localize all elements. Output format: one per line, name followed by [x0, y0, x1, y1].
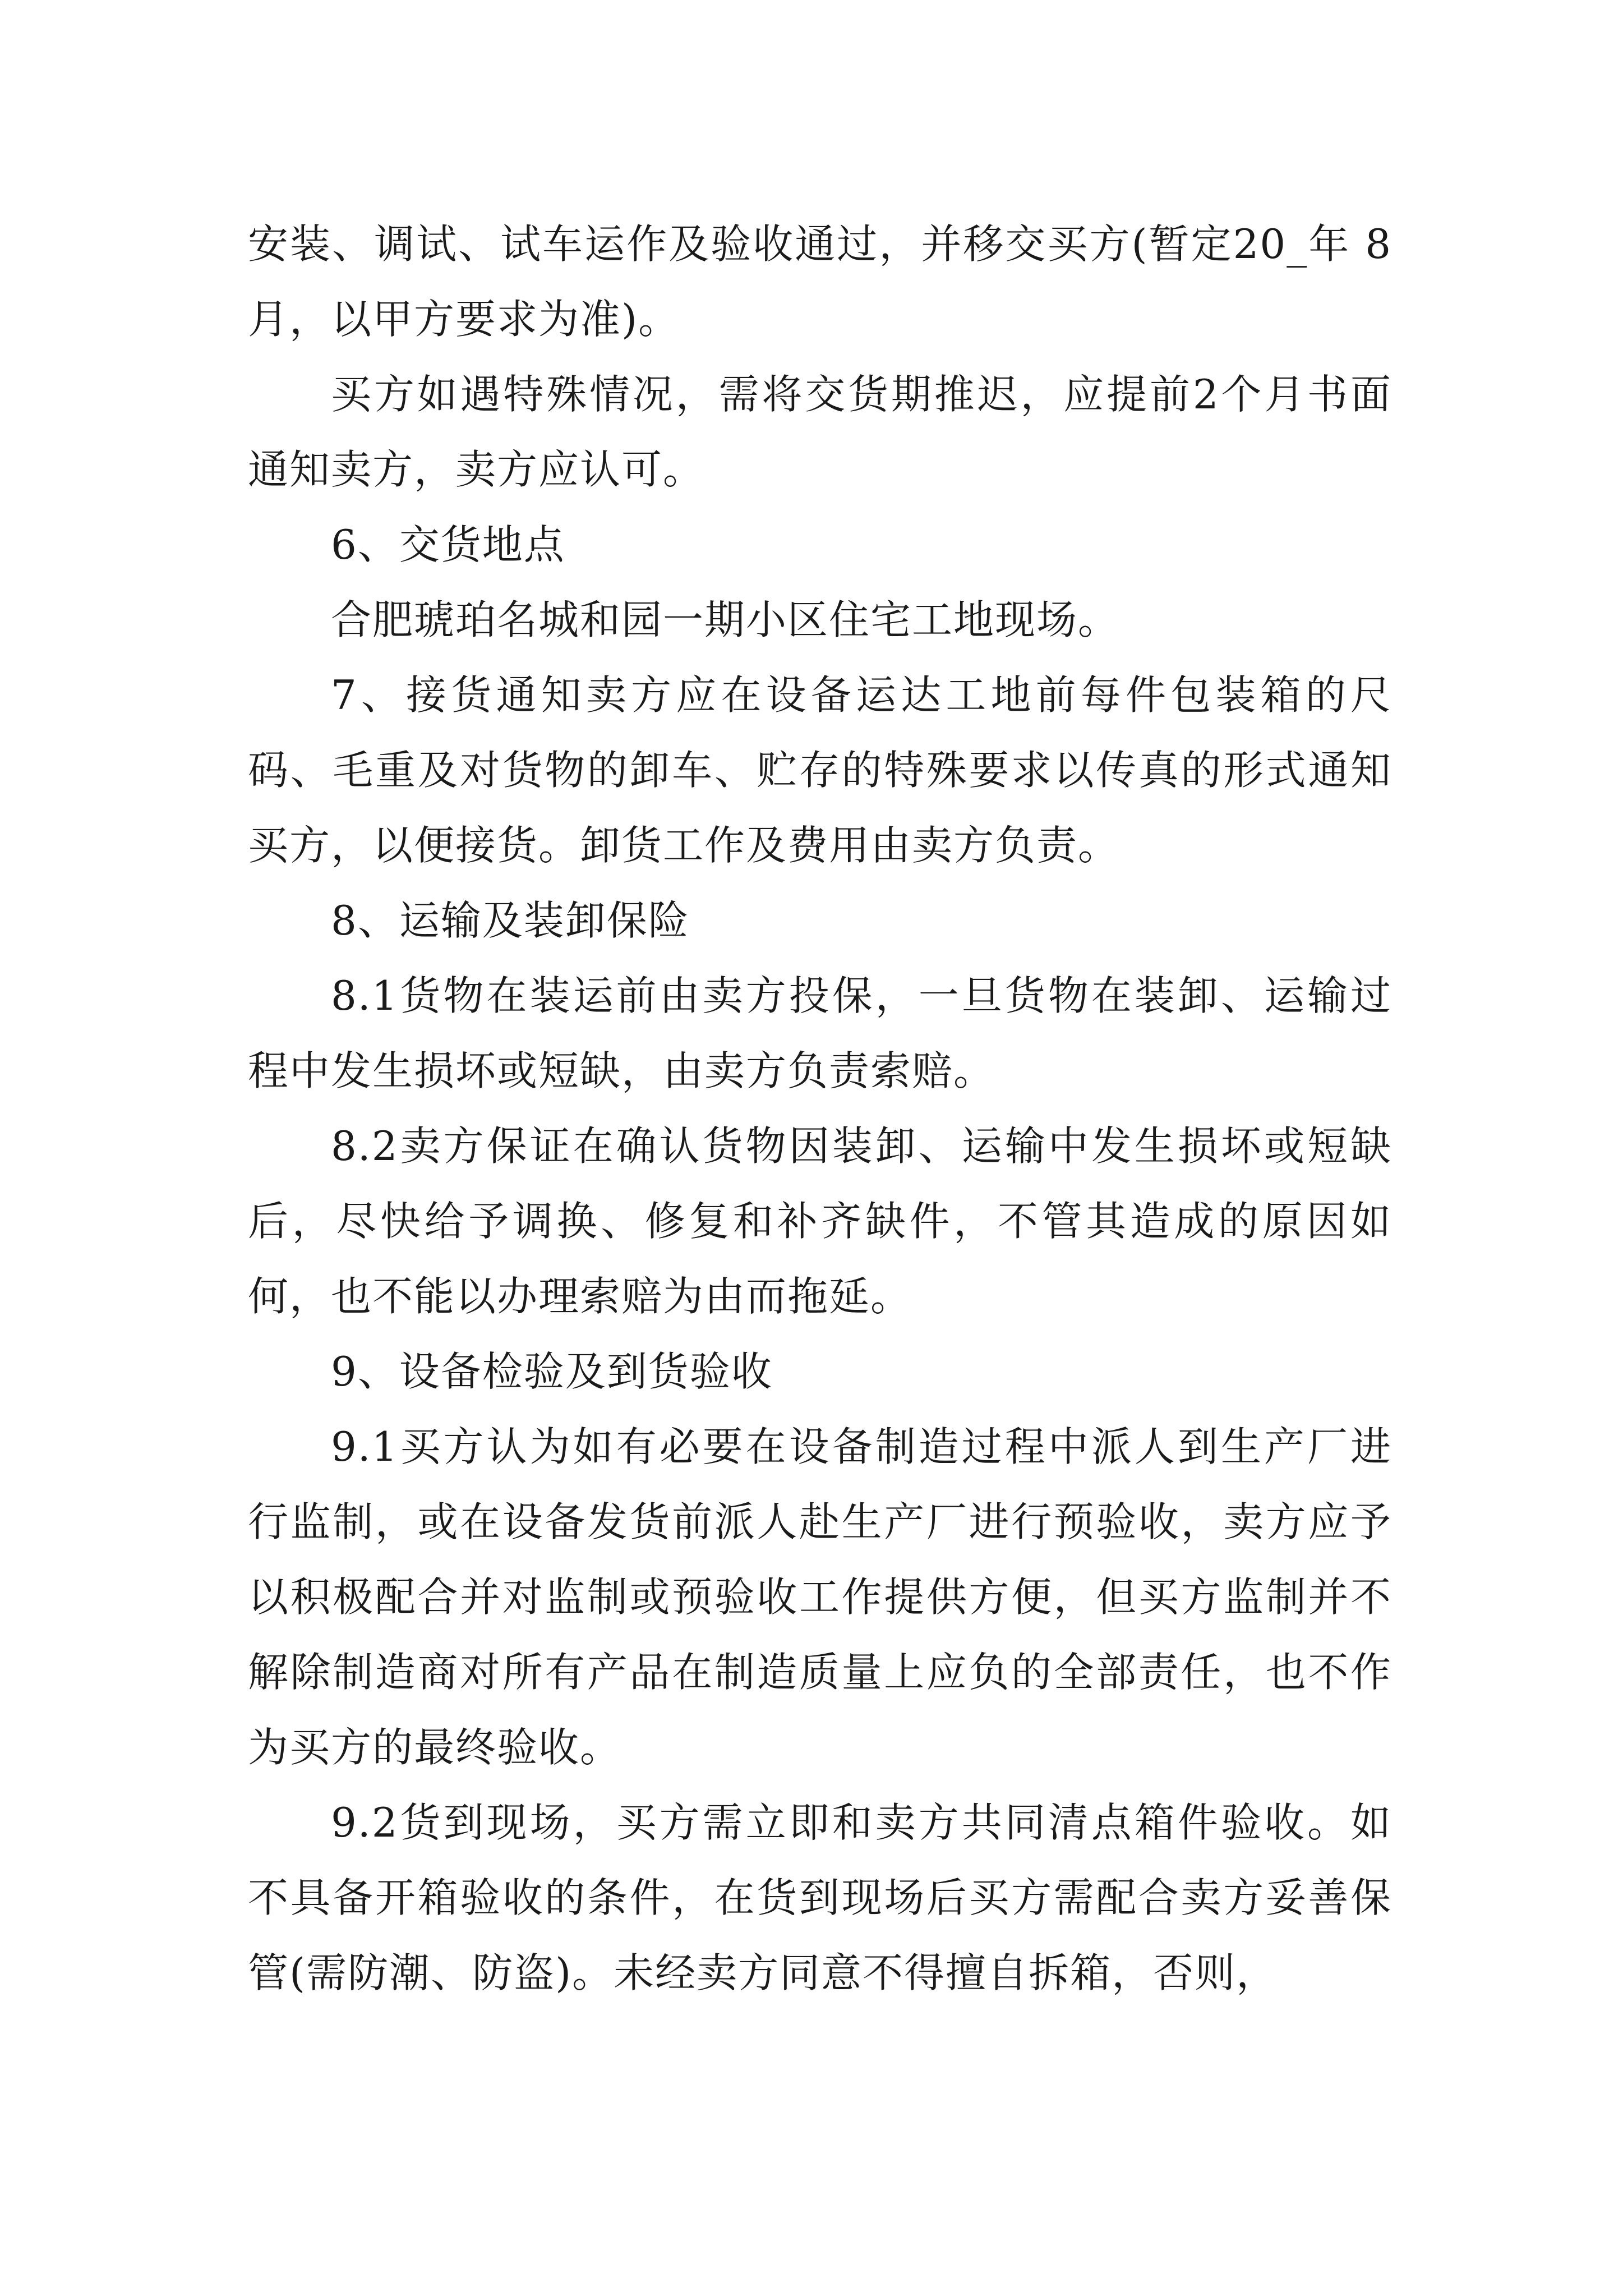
paragraph: 9.1买方认为如有必要在设备制造过程中派人到生产厂进行监制，或在设备发货前派人赴生产厂进行预验收，卖方应予以积极配合并对监制或预验收工作提供方便，但买方监制并不解除制造商对所有产品在制造质量上应负的全部责任，也不作为买方的最终验收。 [248, 1423, 1392, 1771]
section-heading: 8、运输及装卸保险 [331, 897, 690, 944]
paragraph: 8.2卖方保证在确认货物因装卸、运输中发生损坏或短缺后，尽快给予调换、修复和补齐缺件，不管其造成的原因如何，也不能以办理索赔为由而拖延。 [248, 1122, 1392, 1320]
paragraph: 8.1货物在装运前由卖方投保，一旦货物在装卸、运输过程中发生损坏或短缺，由卖方负责索赔。 [248, 972, 1392, 1094]
paragraph: 安装、调试、试车运作及验收通过，并移交买方(暂定20_年 8 月，以甲方要求为准)。 [248, 220, 1392, 343]
paragraph: 买方如遇特殊情况，需将交货期推迟，应提前2个月书面通知卖方，卖方应认可。 [248, 371, 1392, 493]
section-heading: 6、交货地点 [331, 521, 565, 568]
paragraph: 合肥琥珀名城和园一期小区住宅工地现场。 [331, 596, 1120, 643]
paragraph: 9.2货到现场，买方需立即和卖方共同清点箱件验收。如不具备开箱验收的条件，在货到现场后买方需配合卖方妥善保管(需防潮、防盗)。未经卖方同意不得擅自拆箱，否则， [248, 1799, 1392, 1996]
body-text [248, 206, 1392, 2010]
paragraph: 7、接货通知卖方应在设备运达工地前每件包装箱的尺码、毛重及对货物的卸车、贮存的特殊要求以传真的形式通知买方，以便接货。卸货工作及费用由卖方负责。 [248, 671, 1392, 869]
section-heading: 9、设备检验及到货验收 [331, 1348, 773, 1395]
